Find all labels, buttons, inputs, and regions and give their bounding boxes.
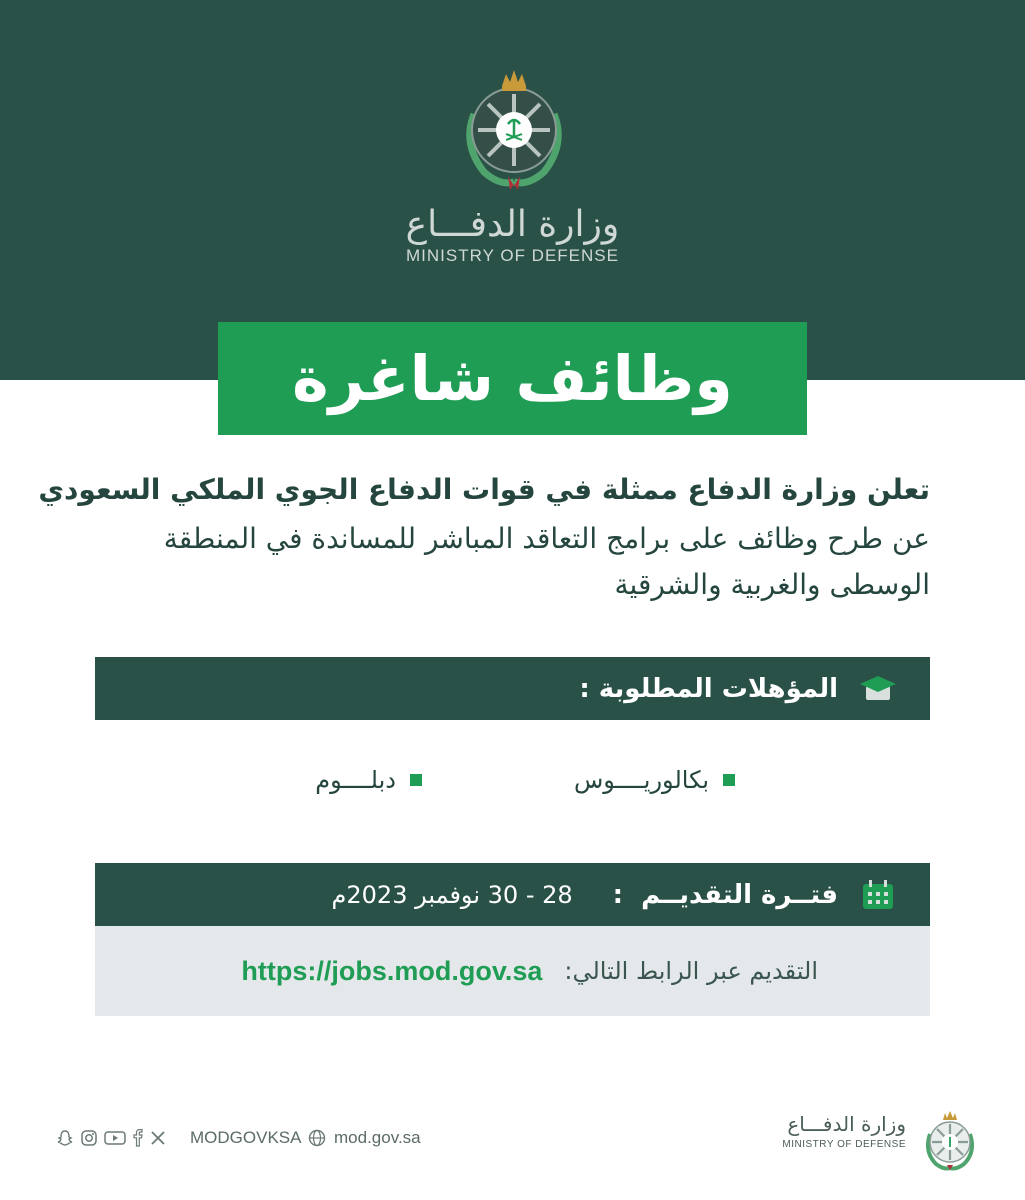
list-item: [315, 766, 422, 794]
footer-ministry-arabic: وزارة الدفـــاع: [787, 1112, 906, 1136]
title-banner: [218, 322, 807, 435]
qualifications-title: المؤهلات المطلوبة :: [579, 673, 838, 704]
application-period-title: فتــرة التقديــم: [641, 879, 838, 910]
application-period-header: [95, 863, 930, 926]
snapchat-icon[interactable]: [56, 1129, 74, 1147]
intro-headline: تعلن وزارة الدفاع ممثلة في قوات الدفاع الجوي الملكي السعودي: [38, 473, 930, 506]
ministry-name-english: MINISTRY OF DEFENSE: [406, 246, 619, 265]
website-url[interactable]: mod.gov.sa: [334, 1128, 421, 1147]
bullet-square-icon: [723, 774, 735, 786]
application-dates: 28 - 30 نوفمبر 2023م: [331, 880, 573, 909]
globe-icon: [308, 1129, 326, 1147]
apply-box: [95, 926, 930, 1016]
intro-body: عن طرح وظائف على برامج التعاقد المباشر للمساندة في المنطقة الوسطى والغربية والشرقية: [163, 522, 930, 601]
website-link[interactable]: [308, 1128, 421, 1148]
ministry-emblem-icon: [452, 64, 576, 192]
footer-emblem-icon: [918, 1108, 982, 1172]
instagram-icon[interactable]: [80, 1129, 98, 1147]
bullet-square-icon: [410, 774, 422, 786]
social-handle: MODGOVKSA: [190, 1128, 302, 1147]
ministry-name-arabic: وزارة الدفـــاع: [405, 204, 620, 245]
graduation-cap-icon: [858, 671, 898, 707]
list-item: [574, 766, 735, 794]
intro-text: [38, 470, 930, 608]
footer-logo: [782, 1108, 982, 1172]
qualifications-header: [95, 657, 930, 720]
page-title: وظائف شاغرة: [292, 342, 733, 415]
facebook-icon[interactable]: [132, 1129, 144, 1147]
apply-label: التقديم عبر الرابط التالي:: [564, 957, 818, 985]
qualification-bachelor: بكالوريــــوس: [573, 766, 709, 794]
footer: [0, 1100, 1025, 1180]
x-icon[interactable]: [150, 1130, 166, 1146]
qualifications-list: [95, 766, 930, 806]
social-links: [56, 1128, 301, 1148]
calendar-icon: [858, 877, 898, 913]
qualification-diploma: دبلــــوم: [315, 766, 396, 794]
footer-ministry-english: MINISTRY OF DEFENSE: [782, 1139, 906, 1150]
colon-separator: :: [612, 879, 624, 910]
youtube-icon[interactable]: [104, 1129, 126, 1147]
apply-link[interactable]: https://jobs.mod.gov.sa: [241, 955, 543, 986]
